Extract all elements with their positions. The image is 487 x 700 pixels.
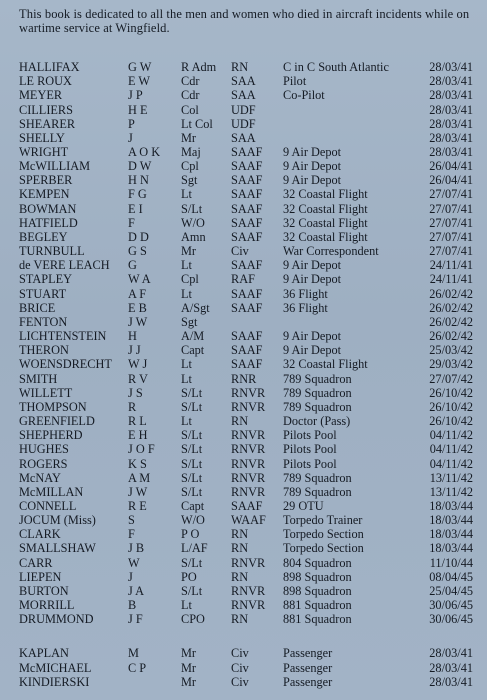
person-name: SMITH: [19, 371, 58, 386]
person-name: McMICHAEL: [19, 660, 92, 675]
person-initials: G S: [128, 244, 147, 259]
person-initials: G W: [128, 60, 152, 74]
incident-date: 28/03/41: [429, 116, 473, 131]
person-unit: War Correspondent: [283, 244, 379, 259]
person-unit: 881 Squadron: [283, 598, 352, 613]
person-unit: Pilots Pool: [283, 456, 337, 471]
person-initials: S: [128, 513, 135, 528]
incident-date: 28/03/41: [429, 60, 473, 74]
person-name: McNAY: [19, 470, 61, 485]
incident-date: 26/02/42: [429, 286, 473, 301]
person-unit: 32 Coastal Flight: [283, 357, 368, 372]
list-row: [0, 598, 487, 612]
person-unit: 9 Air Depot: [283, 258, 342, 273]
person-service: RNVR: [231, 442, 266, 457]
person-name: de VERE LEACH: [19, 258, 110, 273]
person-initials: R L: [128, 414, 147, 428]
incident-date: 28/03/41: [429, 102, 473, 117]
incident-date: 28/03/41: [429, 660, 473, 675]
person-initials: J W: [128, 484, 148, 499]
person-name: HATFIELD: [19, 215, 78, 230]
person-initials: R: [128, 399, 137, 414]
person-initials: A M: [128, 470, 151, 485]
incident-date: 18/03/44: [429, 541, 473, 556]
person-initials: C P: [128, 660, 147, 675]
person-name: McWILLIAM: [19, 159, 91, 174]
person-name: HUGHES: [19, 442, 69, 457]
person-rank: S/Lt: [181, 583, 203, 598]
list-row: [0, 187, 487, 201]
incident-date: 27/07/41: [429, 187, 473, 202]
person-initials: D D: [128, 229, 149, 244]
list-row: [0, 272, 487, 286]
incident-date: 26/04/41: [429, 173, 473, 188]
person-name: CARR: [19, 555, 53, 570]
person-name: SHEPHERD: [19, 428, 83, 443]
person-rank: S/Lt: [181, 484, 203, 499]
person-unit: Pilots Pool: [283, 428, 337, 443]
person-initials: E W: [128, 74, 150, 89]
incident-date: 13/11/42: [429, 470, 473, 485]
list-row: [0, 244, 487, 258]
person-rank: P O: [181, 527, 200, 542]
person-unit: 36 Flight: [283, 286, 328, 301]
person-initials: G: [128, 258, 137, 273]
person-name: McMILLAN: [19, 484, 84, 499]
person-initials: F: [128, 215, 135, 230]
list-row: [0, 343, 487, 357]
person-rank: Mr: [181, 674, 197, 689]
person-rank: L/AF: [181, 541, 208, 556]
person-rank: Lt: [181, 357, 192, 372]
incident-date: 27/07/41: [429, 244, 473, 259]
person-rank: S/Lt: [181, 201, 203, 216]
person-unit: 789 Squadron: [283, 470, 352, 485]
person-name: WRIGHT: [19, 145, 69, 159]
person-unit: 789 Squadron: [283, 399, 352, 414]
list-row: [0, 173, 487, 187]
person-name: GREENFIELD: [19, 414, 95, 428]
list-row: [0, 675, 487, 689]
person-name: WOENSDRECHT: [19, 357, 112, 372]
list-row: [0, 661, 487, 675]
list-row: [0, 372, 487, 386]
person-rank: W/O: [181, 215, 205, 230]
person-unit: 804 Squadron: [283, 555, 352, 570]
list-row: [0, 74, 487, 88]
person-service: SAA: [231, 88, 256, 103]
person-service: SAAF: [231, 499, 263, 513]
dedication-text: This book is dedicated to all the men and women who died in aircraft incidents while on wartime service at Wingfield.: [19, 7, 470, 35]
person-unit: 9 Air Depot: [283, 329, 342, 343]
list-row: [0, 88, 487, 102]
person-unit: 32 Coastal Flight: [283, 201, 368, 216]
list-row: [0, 541, 487, 555]
list-row: [0, 400, 487, 414]
person-rank: Cpl: [181, 159, 199, 174]
person-service: RNVR: [231, 428, 266, 443]
person-name: BEGLEY: [19, 229, 68, 244]
person-service: SAAF: [231, 258, 263, 273]
person-initials: R E: [128, 499, 147, 513]
person-initials: J: [128, 130, 133, 145]
person-initials: H E: [128, 102, 148, 117]
list-row: [0, 357, 487, 371]
list-row: [0, 471, 487, 485]
incident-date: 26/04/41: [429, 159, 473, 174]
person-unit: 32 Coastal Flight: [283, 187, 368, 202]
person-service: SAAF: [231, 286, 263, 301]
list-row: [0, 584, 487, 598]
person-name: THOMPSON: [19, 399, 87, 414]
list-row: [0, 216, 487, 230]
person-rank: Lt Col: [181, 116, 213, 131]
person-service: RN: [231, 541, 249, 556]
list-row: [0, 428, 487, 442]
person-rank: Lt: [181, 258, 192, 273]
incident-date: 26/10/42: [429, 399, 473, 414]
list-row: [0, 301, 487, 315]
person-unit: Passenger: [283, 660, 333, 675]
incident-date: 28/03/41: [429, 130, 473, 145]
list-row: [0, 386, 487, 400]
person-initials: M: [128, 646, 139, 661]
person-service: SAAF: [231, 187, 263, 202]
person-rank: Mr: [181, 646, 197, 661]
list-row: [0, 230, 487, 244]
person-initials: E H: [128, 428, 148, 443]
person-unit: 9 Air Depot: [283, 145, 342, 159]
person-service: SAA: [231, 74, 256, 89]
person-unit: 898 Squadron: [283, 583, 352, 598]
person-unit: Doctor (Pass): [283, 414, 351, 428]
list-row: [0, 159, 487, 173]
incident-date: 28/03/41: [429, 88, 473, 103]
person-service: SAAF: [231, 215, 263, 230]
person-service: Civ: [231, 674, 249, 689]
person-name: BURTON: [19, 583, 69, 598]
person-service: SAAF: [231, 357, 263, 372]
person-initials: K S: [128, 456, 147, 471]
list-row: [0, 457, 487, 471]
list-row: [0, 287, 487, 301]
person-rank: Amn: [181, 229, 206, 244]
person-initials: F: [128, 527, 135, 542]
person-initials: W J: [128, 357, 148, 372]
person-initials: F G: [128, 187, 147, 202]
list-row: [0, 60, 487, 74]
person-rank: S/Lt: [181, 385, 203, 400]
person-unit: Pilots Pool: [283, 442, 337, 457]
person-rank: Capt: [181, 499, 205, 513]
list-row: [0, 103, 487, 117]
list-row: [0, 513, 487, 527]
person-rank: Col: [181, 102, 199, 117]
person-service: RN: [231, 612, 249, 627]
person-service: RNVR: [231, 470, 266, 485]
person-rank: R Adm: [181, 60, 217, 74]
person-name: CONNELL: [19, 499, 77, 513]
list-row: [0, 202, 487, 216]
person-name: KAPLAN: [19, 646, 69, 661]
person-service: SAAF: [231, 300, 263, 315]
person-service: RN: [231, 60, 249, 74]
person-rank: Lt: [181, 598, 192, 613]
person-rank: Lt: [181, 187, 192, 202]
person-rank: A/Sgt: [181, 300, 210, 315]
incident-date: 26/10/42: [429, 414, 473, 428]
incident-date: 28/03/41: [429, 74, 473, 89]
person-initials: P: [128, 116, 135, 131]
person-initials: J O F: [128, 442, 155, 457]
person-initials: A O K: [128, 145, 161, 159]
person-initials: H N: [128, 173, 149, 188]
person-name: LICHTENSTEIN: [19, 329, 107, 343]
person-rank: A/M: [181, 329, 205, 343]
person-unit: 9 Air Depot: [283, 173, 342, 188]
list-row: [0, 258, 487, 272]
person-service: RAF: [231, 272, 255, 287]
person-service: SAAF: [231, 229, 263, 244]
person-name: LIEPEN: [19, 569, 62, 584]
person-unit: Passenger: [283, 646, 333, 661]
person-unit: 9 Air Depot: [283, 343, 342, 358]
list-row: [0, 646, 487, 660]
person-name: STAPLEY: [19, 272, 72, 287]
person-rank: S/Lt: [181, 442, 203, 457]
person-service: SAAF: [231, 329, 263, 343]
person-name: THERON: [19, 343, 69, 358]
person-initials: D W: [128, 159, 152, 174]
person-service: RNR: [231, 371, 257, 386]
person-unit: 789 Squadron: [283, 484, 352, 499]
incident-date: 04/11/42: [429, 428, 473, 443]
person-unit: Passenger: [283, 674, 333, 689]
person-service: RN: [231, 527, 249, 542]
person-rank: Cpl: [181, 272, 199, 287]
list-row: [0, 442, 487, 456]
person-rank: Mr: [181, 660, 197, 675]
person-service: SAA: [231, 130, 256, 145]
person-name: BOWMAN: [19, 201, 77, 216]
incident-date: 18/03/44: [429, 527, 473, 542]
person-unit: 29 OTU: [283, 499, 324, 513]
person-name: KINDIERSKI: [19, 674, 90, 689]
person-rank: Mr: [181, 130, 197, 145]
list-row: [0, 556, 487, 570]
person-unit: 36 Flight: [283, 300, 328, 315]
person-unit: Torpedo Section: [283, 541, 364, 556]
incident-date: 26/10/42: [429, 385, 473, 400]
person-unit: Co-Pilot: [283, 88, 325, 103]
person-name: BRICE: [19, 300, 56, 315]
incident-date: 25/03/42: [429, 343, 473, 358]
person-name: STUART: [19, 286, 67, 301]
person-rank: Mr: [181, 244, 197, 259]
list-row: [0, 117, 487, 131]
person-initials: R V: [128, 371, 148, 386]
person-unit: 9 Air Depot: [283, 272, 342, 287]
person-rank: Capt: [181, 343, 205, 358]
person-initials: A F: [128, 286, 147, 301]
incident-date: 27/07/41: [429, 229, 473, 244]
person-initials: J B: [128, 541, 145, 556]
incident-date: 18/03/44: [429, 513, 473, 528]
person-rank: S/Lt: [181, 428, 203, 443]
incident-date: 28/03/41: [429, 646, 473, 661]
person-service: UDF: [231, 102, 256, 117]
person-name: MORRILL: [19, 598, 75, 613]
person-unit: Torpedo Trainer: [283, 513, 363, 528]
person-unit: Pilot: [283, 74, 307, 89]
person-name: CLARK: [19, 527, 61, 542]
list-row: [0, 315, 487, 329]
person-service: RNVR: [231, 583, 266, 598]
person-unit: 9 Air Depot: [283, 159, 342, 174]
person-initials: J F: [128, 612, 143, 627]
person-rank: CPO: [181, 612, 205, 627]
incident-date: 26/02/42: [429, 314, 473, 329]
person-initials: J A: [128, 583, 145, 598]
person-rank: Sgt: [181, 173, 198, 188]
person-service: SAAF: [231, 145, 263, 159]
incident-date: 29/03/42: [429, 357, 473, 372]
person-name: SPERBER: [19, 173, 73, 188]
person-service: RNVR: [231, 484, 266, 499]
person-name: JOCUM (Miss): [19, 513, 96, 528]
person-service: RNVR: [231, 555, 266, 570]
list-row: [0, 499, 487, 513]
person-name: SMALLSHAW: [19, 541, 96, 556]
person-unit: 898 Squadron: [283, 569, 352, 584]
list-row: [0, 485, 487, 499]
person-rank: Lt: [181, 286, 192, 301]
person-rank: S/Lt: [181, 399, 203, 414]
incident-date: 28/03/41: [429, 145, 473, 159]
person-initials: E I: [128, 201, 143, 216]
list-row: [0, 414, 487, 428]
incident-date: 27/07/41: [429, 201, 473, 216]
person-service: SAAF: [231, 201, 263, 216]
person-service: Civ: [231, 660, 249, 675]
person-service: RNVR: [231, 456, 266, 471]
person-name: SHELLY: [19, 130, 65, 145]
person-unit: 789 Squadron: [283, 371, 352, 386]
incident-date: 13/11/42: [429, 484, 473, 499]
person-name: KEMPEN: [19, 187, 70, 202]
incident-date: 24/11/41: [429, 258, 473, 273]
person-service: RN: [231, 414, 249, 428]
list-row: [0, 131, 487, 145]
person-service: RNVR: [231, 399, 266, 414]
list-row: [0, 612, 487, 626]
person-rank: Cdr: [181, 88, 200, 103]
person-service: SAAF: [231, 173, 263, 188]
person-rank: Lt: [181, 414, 192, 428]
list-row: [0, 145, 487, 159]
person-name: WILLETT: [19, 385, 73, 400]
person-rank: W/O: [181, 513, 205, 528]
person-unit: 32 Coastal Flight: [283, 215, 368, 230]
incident-date: 30/06/45: [429, 612, 473, 627]
person-initials: J J: [128, 343, 141, 358]
person-rank: Maj: [181, 145, 201, 159]
incident-date: 28/03/41: [429, 674, 473, 689]
incident-date: 27/07/42: [429, 371, 473, 386]
person-unit: 789 Squadron: [283, 385, 352, 400]
person-initials: J: [128, 569, 133, 584]
person-initials: W A: [128, 272, 151, 287]
incident-date: 26/02/42: [429, 329, 473, 343]
person-service: RNVR: [231, 598, 266, 613]
person-rank: Lt: [181, 371, 192, 386]
person-initials: J W: [128, 314, 148, 329]
person-name: HALLIFAX: [19, 60, 80, 74]
incident-date: 08/04/45: [429, 569, 473, 584]
incident-date: 11/10/44: [429, 555, 473, 570]
person-initials: J S: [128, 385, 143, 400]
person-name: FENTON: [19, 314, 68, 329]
person-service: RNVR: [231, 385, 266, 400]
list-row: [0, 527, 487, 541]
person-initials: H: [128, 329, 137, 343]
person-name: ROGERS: [19, 456, 68, 471]
incident-date: 25/04/45: [429, 583, 473, 598]
person-initials: E B: [128, 300, 147, 315]
person-service: SAAF: [231, 343, 263, 358]
person-name: MEYER: [19, 88, 63, 103]
person-unit: C in C South Atlantic: [283, 60, 389, 74]
person-rank: Sgt: [181, 314, 198, 329]
person-service: SAAF: [231, 159, 263, 174]
person-rank: S/Lt: [181, 456, 203, 471]
person-rank: PO: [181, 569, 197, 584]
person-name: SHEARER: [19, 116, 76, 131]
incident-date: 18/03/44: [429, 499, 473, 513]
person-unit: 881 Squadron: [283, 612, 352, 627]
person-unit: 32 Coastal Flight: [283, 229, 368, 244]
incident-date: 30/06/45: [429, 598, 473, 613]
person-name: CILLIERS: [19, 102, 73, 117]
person-service: RN: [231, 569, 249, 584]
list-row: [0, 570, 487, 584]
list-row: [0, 329, 487, 343]
incident-date: 24/11/41: [429, 272, 473, 287]
person-rank: S/Lt: [181, 470, 203, 485]
person-name: DRUMMOND: [19, 612, 94, 627]
person-service: Civ: [231, 646, 249, 661]
person-initials: B: [128, 598, 137, 613]
person-name: TURNBULL: [19, 244, 85, 259]
person-unit: Torpedo Section: [283, 527, 364, 542]
person-service: UDF: [231, 116, 256, 131]
incident-date: 04/11/42: [429, 456, 473, 471]
incident-date: 27/07/41: [429, 215, 473, 230]
incident-date: 26/02/42: [429, 300, 473, 315]
person-initials: W: [128, 555, 140, 570]
incident-date: 04/11/42: [429, 442, 473, 457]
person-name: LE ROUX: [19, 74, 72, 89]
person-rank: Cdr: [181, 74, 200, 89]
person-service: Civ: [231, 244, 249, 259]
person-service: WAAF: [231, 513, 266, 528]
person-initials: J P: [128, 88, 143, 103]
person-rank: S/Lt: [181, 555, 203, 570]
